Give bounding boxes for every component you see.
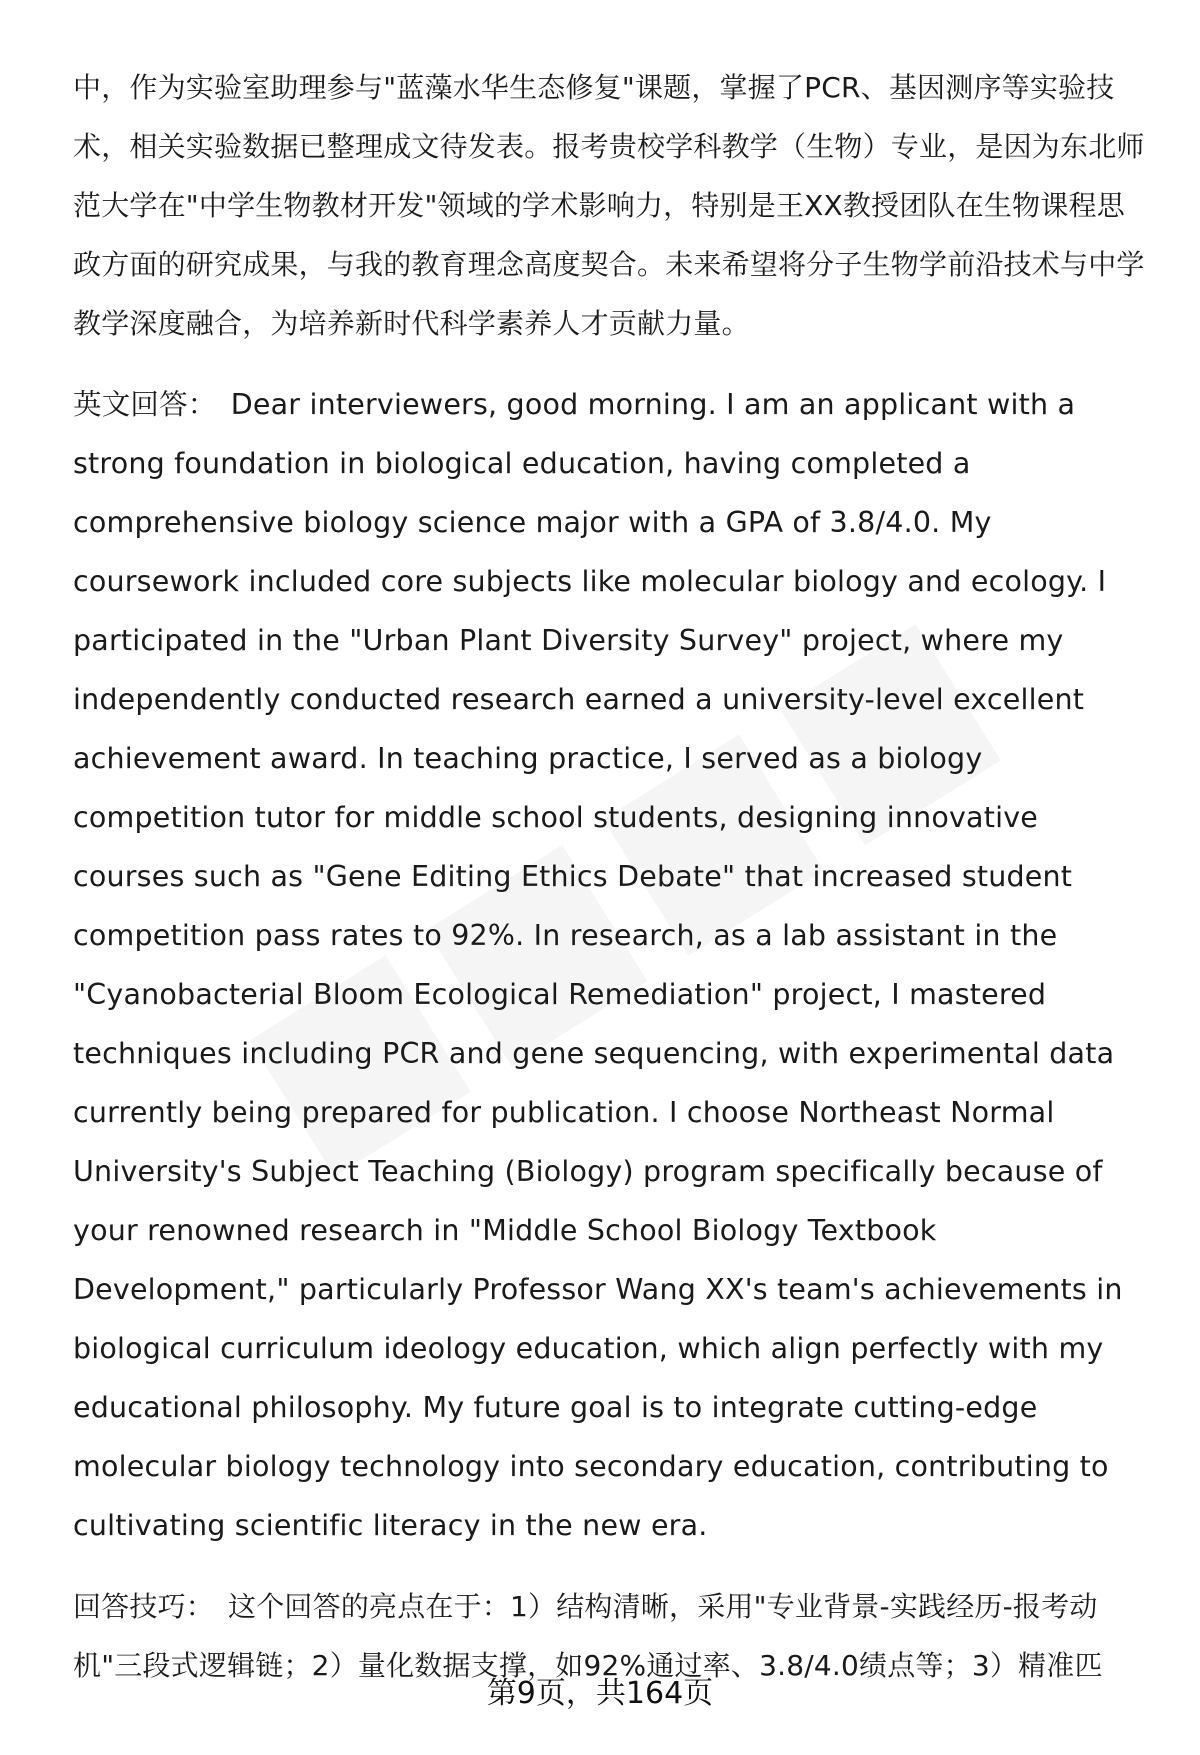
paragraph-text: 中，作为实验室助理参与"蓝藻水华生态修复"课题，掌握了PCR、基因测序等实验技术，相关实验数据已整理成文待发表。报考贵校学科教学（生物）专业，是因为东北师范大学在"中学生物教材开发"领域的学术影响力，特别是王XX教授团队在生物课程思政方面的研究成果，与我的教育理念高度契合。未来希望将分子生物学前沿技术与中学教学深度融合，为培养新时代科学素养人才贡献力量。 bbox=[73, 71, 1145, 340]
page-number: 第9页，共164页 bbox=[486, 1676, 714, 1711]
english-answer-text: Dear interviewers, good morning. I am an applicant with a strong foundation in biological education, having completed a comprehensive biology science major with a GPA of 3.8/4.0. My coursework included core subjects like molecular biology and ecology. I participated in the "Urban Plant Diversity Survey" project, where my independently conducted research earned a university-level excellent achievement award. In teaching practice, I served as a biology competition tutor for middle school students, designing innovative courses such as "Gene Editing Ethics Debate" that increased student competition pass rates to 92%. In research, as a lab assistant in the "Cyanobacterial Bloom Ecological Remediation" project, I mastered techniques including PCR and gene sequencing, with experimental data currently being prepared for publication. I choose Northeast Normal University's Subject Teaching (Biology) program specifically because of your renowned research in "Middle School Biology Textbook Development," particularly Professor Wang XX's team's achievements in biological curriculum ideology education, which align perfectly with my educational philosophy. My future goal is to integrate cutting-edge molecular biology technology into secondary education, contributing to cultivating scientific literacy in the new era. bbox=[73, 388, 1123, 1542]
english-answer-label: 英文回答： bbox=[73, 388, 217, 421]
answer-tips-label: 回答技巧： bbox=[73, 1590, 215, 1623]
answer-tips-text: 这个回答的亮点在于：1）结构清晰，采用"专业背景-实践经历-报考动机"三段式逻辑链；2）量化数据支撑，如92%通过率、3.8/4.0绩点等；3）精准匹 bbox=[73, 1590, 1103, 1682]
paragraph-chinese-answer-continuation bbox=[73, 58, 1153, 353]
document-body bbox=[73, 58, 1153, 1695]
paragraph-english-answer bbox=[73, 375, 1153, 1555]
